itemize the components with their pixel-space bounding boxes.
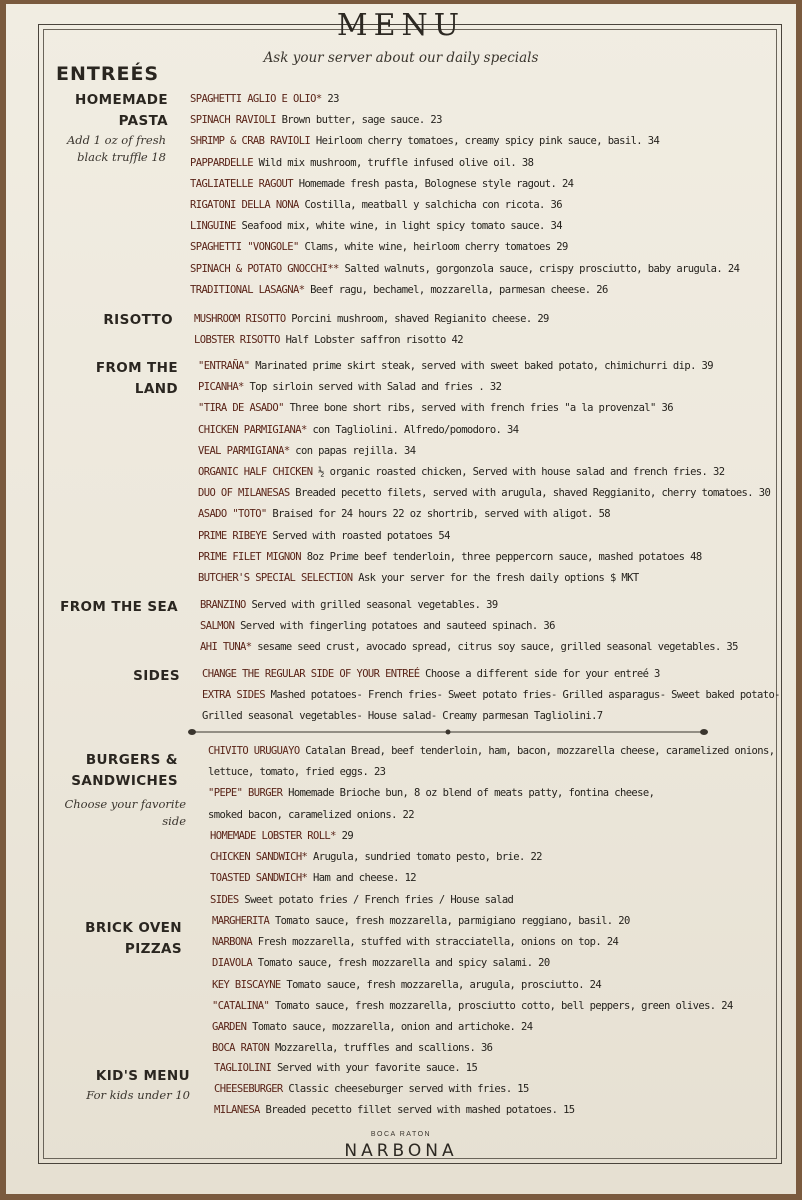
section-pasta-label: HOMEMADE PASTA (75, 92, 168, 129)
item-desc: 8oz Prime beef tenderloin, three peppercorn sauce, mashed potatoes (306, 550, 685, 563)
item-name: CHIVITO URUGUAYO (208, 745, 300, 757)
item-desc: Grilled seasonal vegetables- House salad- Creamy parmesan Tagliolini. (202, 710, 597, 723)
section-sea-label: FROM THE SEA (60, 599, 178, 615)
list-item (214, 1100, 575, 1121)
item-name: VEAL PARMIGIANA* (198, 444, 290, 457)
item-price: 7 (596, 710, 603, 723)
pizzas-list (212, 911, 733, 1059)
item-price: 39 (701, 360, 713, 372)
list-item (208, 741, 774, 762)
item-name: SPINACH RAVIOLI (190, 114, 276, 127)
item-name: "ENTRAÑA" (198, 360, 250, 372)
item-name: ORGANIC HALF CHICKEN (198, 465, 313, 478)
item-desc: Half Lobster saffron risotto (285, 334, 446, 347)
pasta-list (190, 89, 739, 301)
list-item (202, 685, 780, 706)
item-price: 32 (489, 381, 502, 394)
item-price: 34 (550, 220, 562, 233)
burgers-list (208, 741, 774, 826)
item-name: CHEESEBURGER (214, 1083, 283, 1096)
item-price: 15 (465, 1062, 478, 1074)
item-desc: Top sirloin served with Salad and fries . (249, 381, 485, 394)
item-price: 12 (404, 872, 417, 885)
item-desc: Three bone short ribs, served with french fries "a la provenzal" (289, 402, 656, 415)
item-desc: lettuce, tomato, fried eggs. (208, 766, 369, 779)
item-name: BRANZINO (200, 599, 246, 611)
item-desc: Porcini mushroom, shaved Regianito cheese. (291, 313, 532, 325)
burgers-side-note: Choose your favorite side (64, 797, 186, 828)
item-price: 22 (402, 808, 414, 821)
item-price: 34 (507, 423, 519, 436)
menu-tagline: Ask your server about our daily specials (263, 50, 539, 66)
ornamental-divider (188, 727, 708, 737)
item-price: 34 (647, 135, 660, 148)
item-desc: Choose a different side for your entreé (425, 668, 649, 680)
item-desc: Marinated prime skirt steak, served with sweet baked potato, chimichurri dip. (255, 360, 696, 372)
item-name: AHI TUNA* (200, 641, 252, 654)
list-item (208, 783, 774, 804)
item-name: PAPPARDELLE (190, 156, 253, 169)
section-sides-label: SIDES (133, 668, 180, 684)
list-item (190, 89, 739, 110)
list-item (210, 890, 542, 911)
item-name: SPAGHETTI AGLIO E OLIO* (190, 93, 322, 105)
item-desc: Homemade Brioche bun, 8 oz blend of meats patty, fontina cheese, (288, 787, 655, 800)
section-pizzas-label: BRICK OVEN PIZZAS (85, 920, 182, 957)
item-desc: ½ organic roasted chicken, Served with house salad and french fries. (318, 465, 708, 478)
item-desc: Ham and cheese. (313, 872, 399, 885)
list-item (198, 568, 770, 589)
item-name: CHANGE THE REGULAR SIDE OF YOUR ENTREÉ (202, 668, 420, 680)
item-name: LOBSTER RISOTTO (194, 334, 280, 347)
list-item (200, 595, 738, 616)
item-price: 29 (556, 241, 568, 254)
kids-age-note: For kids under 10 (86, 1088, 190, 1102)
item-desc: Tomato sauce, fresh mozzarella, arugula, prosciutto. (286, 978, 584, 991)
item-name: "TIRA DE ASADO" (198, 402, 284, 415)
item-desc: Tomato sauce, mozzarella, onion and artichoke. (252, 1020, 516, 1033)
list-item (212, 975, 733, 996)
item-desc: Breaded pecetto fillet served with mashed potatoes. (265, 1104, 558, 1117)
item-desc: Mozzarella, truffles and scallions. (274, 1042, 476, 1055)
list-item (190, 131, 739, 152)
item-desc: Salted walnuts, gorgonzola sauce, crispy prosciutto, baby arugula. (344, 262, 723, 275)
list-item (190, 174, 739, 195)
list-item (190, 216, 739, 237)
list-item (212, 911, 733, 932)
item-name: SHRIMP & CRAB RAVIOLI (190, 135, 311, 148)
list-item (198, 462, 770, 483)
list-item (190, 280, 739, 301)
item-price: 54 (438, 529, 450, 542)
pasta-truffle-note: Add 1 oz of fresh black truffle 18 (67, 133, 166, 164)
item-desc: Beef ragu, bechamel, mozzarella, parmesan cheese. (310, 283, 591, 296)
item-name: PICANHA* (198, 381, 244, 394)
list-item (198, 547, 770, 568)
list-item (210, 847, 542, 868)
item-name: MARGHERITA (212, 915, 270, 927)
item-price: 35 (726, 641, 738, 654)
item-desc: Tomato sauce, fresh mozzarella, prosciutto cotto, bell peppers, green olives. (274, 999, 716, 1012)
item-desc: Braised for 24 hours 22 oz shortrib, served with aligot. (272, 508, 593, 521)
item-price: 24 (721, 999, 733, 1012)
item-price: 26 (596, 283, 608, 296)
kids-list (214, 1058, 575, 1122)
item-name: BUTCHER'S SPECIAL SELECTION (198, 571, 353, 584)
item-price: 48 (690, 550, 702, 563)
item-desc: Served with grilled seasonal vegetables. (251, 599, 481, 611)
item-price: 23 (327, 93, 339, 105)
item-name: "PEPE" BURGER (208, 787, 283, 800)
section-risotto-label: RISOTTO (103, 312, 173, 328)
item-price: 24 (606, 936, 619, 949)
footer-location: BOCA RATON (370, 1131, 432, 1138)
item-desc: Homemade fresh pasta, Bolognese style ragout. (298, 177, 557, 190)
item-price: 22 (530, 851, 542, 864)
item-desc: Ask your server for the fresh daily options (358, 571, 605, 584)
item-name: CHICKEN SANDWICH* (210, 851, 308, 864)
section-burgers-label: BURGERS & SANDWICHES (71, 752, 178, 789)
item-name: TAGLIATELLE RAGOUT (190, 177, 293, 190)
item-price: 36 (661, 402, 673, 415)
item-price: 24 (561, 177, 574, 190)
item-desc: Arugula, sundried tomato pesto, brie. (313, 851, 525, 864)
item-price: 20 (538, 957, 550, 970)
item-price: 24 (521, 1020, 533, 1033)
item-name: TRADITIONAL LASAGNA* (190, 283, 305, 296)
item-price: 36 (480, 1042, 493, 1055)
item-price: $ MKT (609, 571, 639, 584)
list-item (212, 953, 733, 974)
list-item (214, 1058, 575, 1079)
item-price: 24 (589, 978, 602, 991)
risotto-list (194, 309, 549, 351)
list-item (198, 420, 770, 441)
item-name: ASADO "TOTO" (198, 508, 267, 521)
item-price: 15 (563, 1104, 575, 1117)
list-item (212, 932, 733, 953)
footer-brand: NARBONA (344, 1141, 458, 1161)
item-price: 20 (618, 915, 630, 927)
list-item (190, 153, 739, 174)
item-desc: Heirloom cherry tomatoes, creamy spicy pink sauce, basil. (315, 135, 643, 148)
item-name: TOASTED SANDWICH* (210, 872, 308, 885)
item-name: DIAVOLA (212, 957, 253, 970)
item-desc: Served with your favorite sauce. (276, 1062, 461, 1074)
list-item (198, 483, 770, 504)
item-name: GARDEN (212, 1020, 247, 1033)
section-land-label: FROM THE LAND (95, 360, 178, 397)
list-item-continued (208, 762, 774, 783)
item-desc: Sweet potato fries / French fries / House salad (244, 893, 514, 906)
item-name: NARBONA (212, 936, 253, 949)
item-name: "CATALINA" (212, 999, 270, 1012)
item-desc: Mashed potatoes- French fries- Sweet potato fries- Grilled asparagus- Sweet baked potato- (270, 689, 780, 702)
list-item (198, 398, 770, 419)
item-desc: Classic cheeseburger served with fries. (288, 1083, 512, 1096)
item-name: KEY BISCAYNE (212, 978, 281, 991)
item-price: 30 (758, 487, 771, 500)
item-name: PRIME RIBEYE (198, 529, 267, 542)
item-name: DUO OF MILANESAS (198, 487, 290, 500)
item-price: 24 (727, 262, 740, 275)
sides-list (202, 664, 780, 728)
list-item (190, 237, 739, 258)
list-item (214, 1079, 575, 1100)
list-item (198, 377, 770, 398)
item-desc: Costilla, meatball y salchicha con ricota. (304, 198, 545, 211)
list-item-continued (202, 706, 780, 727)
item-price: 3 (654, 668, 660, 680)
item-name: SPINACH & POTATO GNOCCHI** (190, 262, 339, 275)
section-kids-label: KID'S MENU (95, 1068, 190, 1084)
item-name: SALMON (200, 620, 235, 633)
item-name: PRIME FILET MIGNON (198, 550, 301, 563)
item-price: 23 (430, 114, 442, 127)
item-desc: Brown butter, sage sauce. (281, 114, 425, 127)
list-item (198, 526, 770, 547)
item-name: HOMEMADE LOBSTER ROLL* (210, 830, 336, 842)
item-desc: Clams, white wine, heirloom cherry tomatoes (304, 241, 551, 254)
item-name: MUSHROOM RISOTTO (194, 313, 286, 325)
list-item (198, 441, 770, 462)
item-price: 34 (404, 444, 416, 457)
item-price: 29 (341, 830, 354, 842)
menu-title: MENU (336, 8, 466, 43)
item-price: 38 (521, 156, 534, 169)
item-price: 42 (451, 334, 463, 347)
item-desc: Served with fingerling potatoes and sauteed spinach. (240, 620, 538, 633)
item-price: 29 (537, 313, 549, 325)
list-item-continued (208, 805, 774, 826)
item-price: 32 (712, 465, 725, 478)
list-item (212, 1017, 733, 1038)
item-name: LINGUINE (190, 220, 236, 233)
item-desc: Catalan Bread, beef tenderloin, ham, bacon, mozzarella cheese, caramelized onions, (305, 745, 775, 757)
item-price: 15 (517, 1083, 529, 1096)
list-item (210, 868, 542, 889)
item-desc: Tomato sauce, fresh mozzarella and spicy salami. (257, 957, 533, 970)
item-desc: sesame seed crust, avocado spread, citrus soy sauce, grilled seasonal vegetables. (257, 641, 721, 654)
item-desc: con papas rejilla. (295, 444, 399, 457)
section-entrees-title: ENTREÉS (56, 63, 160, 85)
list-item (198, 356, 770, 377)
list-item (194, 309, 549, 330)
sea-list (200, 595, 738, 659)
list-item (202, 664, 780, 685)
list-item (210, 826, 542, 847)
item-desc: Served with roasted potatoes (272, 529, 433, 542)
item-price: 36 (543, 620, 555, 633)
land-list (198, 356, 770, 589)
item-desc: Seafood mix, white wine, in light spicy tomato sauce. (241, 220, 545, 233)
item-name: CHICKEN PARMIGIANA* (198, 423, 307, 436)
list-item (198, 504, 770, 525)
list-item (212, 1038, 733, 1059)
item-desc: Fresh mozzarella, stuffed with stracciatella, onions on top. (257, 936, 602, 949)
item-name: BOCA RATON (212, 1042, 270, 1055)
item-price: 36 (550, 198, 562, 211)
item-name: RIGATONI DELLA NONA (190, 198, 299, 211)
list-item (200, 637, 738, 658)
item-desc: con Tagliolini. Alfredo/pomodoro. (312, 423, 502, 436)
item-name: EXTRA SIDES (202, 689, 265, 702)
item-name: SPAGHETTI "VONGOLE" (190, 241, 299, 254)
item-name: TAGLIOLINI (214, 1062, 272, 1074)
item-price: 39 (486, 599, 498, 611)
item-name: SIDES (210, 893, 239, 906)
list-item (190, 259, 739, 280)
item-desc: smoked bacon, caramelized onions. (208, 808, 397, 821)
item-desc: Tomato sauce, fresh mozzarella, parmigiano reggiano, basil. (274, 915, 613, 927)
list-item (194, 330, 549, 351)
item-name: MILANESA (214, 1104, 260, 1117)
list-item (212, 996, 733, 1017)
list-item (200, 616, 738, 637)
list-item (190, 110, 739, 131)
item-price: 58 (598, 508, 611, 521)
item-price: 23 (373, 766, 386, 779)
burgers-list-more (210, 826, 542, 911)
list-item (190, 195, 739, 216)
item-desc: Wild mix mushroom, truffle infused olive oil. (258, 156, 517, 169)
item-desc: Breaded pecetto filets, served with arugula, shaved Reggianito, cherry tomatoes. (295, 487, 754, 500)
